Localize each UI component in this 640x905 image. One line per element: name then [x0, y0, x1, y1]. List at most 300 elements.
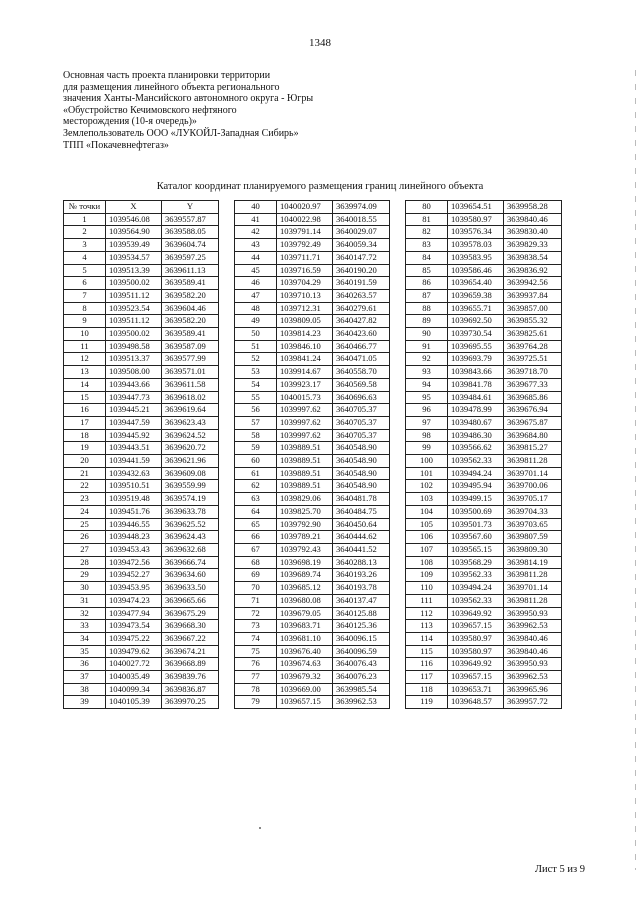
table-row — [235, 391, 390, 404]
x-coordinate-cell: 1040099.34 — [106, 683, 162, 696]
x-coordinate-cell: 1039889.51 — [277, 442, 333, 455]
x-coordinate-cell: 1039510.51 — [106, 480, 162, 493]
x-coordinate-cell: 1039679.32 — [277, 671, 333, 684]
y-coordinate-cell: 3639840.46 — [504, 645, 562, 658]
x-coordinate-cell: 1039680.08 — [277, 594, 333, 607]
y-coordinate-cell: 3640029.07 — [333, 226, 390, 239]
x-coordinate-cell: 1039562.33 — [448, 569, 504, 582]
x-header: X — [106, 201, 162, 214]
point-number-cell: 10 — [64, 328, 106, 341]
y-coordinate-cell: 3639811.28 — [504, 594, 562, 607]
table-row — [406, 213, 562, 226]
point-number-cell: 37 — [64, 671, 106, 684]
y-coordinate-cell: 3640705.37 — [333, 404, 390, 417]
point-number-cell: 21 — [64, 467, 106, 480]
y-coordinate-cell: 3640466.77 — [333, 340, 390, 353]
y-coordinate-cell: 3639597.25 — [162, 251, 219, 264]
table-row — [64, 315, 219, 328]
x-coordinate-cell: 1039649.92 — [448, 658, 504, 671]
x-coordinate-cell: 1039657.15 — [277, 696, 333, 709]
header-line: значения Ханты-Мансийского автономного округа - Югры — [63, 93, 314, 105]
point-number-cell: 39 — [64, 696, 106, 709]
point-number-cell: 8 — [64, 302, 106, 315]
x-coordinate-cell: 1039564.90 — [106, 226, 162, 239]
point-number-cell: 4 — [64, 251, 106, 264]
y-coordinate-cell: 3639825.61 — [504, 328, 562, 341]
point-number-cell: 23 — [64, 493, 106, 506]
table-row — [406, 594, 562, 607]
point-number-cell: 91 — [406, 340, 448, 353]
x-coordinate-cell: 1039453.43 — [106, 543, 162, 556]
x-coordinate-cell: 1039711.71 — [277, 251, 333, 264]
table-row — [235, 569, 390, 582]
x-coordinate-cell: 1039472.56 — [106, 556, 162, 569]
y-coordinate-cell: 3639957.72 — [504, 696, 562, 709]
point-number-cell: 74 — [235, 632, 277, 645]
point-number-cell: 110 — [406, 582, 448, 595]
table-row — [406, 543, 562, 556]
y-coordinate-cell: 3639962.53 — [333, 696, 390, 709]
x-coordinate-cell: 1039653.71 — [448, 683, 504, 696]
table-row — [406, 455, 562, 468]
y-coordinate-cell: 3640548.90 — [333, 442, 390, 455]
y-coordinate-cell: 3639840.46 — [504, 632, 562, 645]
point-number-cell: 63 — [235, 493, 277, 506]
y-coordinate-cell: 3639974.09 — [333, 201, 390, 214]
y-coordinate-cell: 3640548.90 — [333, 467, 390, 480]
y-coordinate-cell: 3640705.37 — [333, 416, 390, 429]
point-number-cell: 5 — [64, 264, 106, 277]
table-row — [64, 378, 219, 391]
x-coordinate-cell: 1039841.78 — [448, 378, 504, 391]
x-coordinate-cell: 1039478.99 — [448, 404, 504, 417]
y-coordinate-cell: 3639840.46 — [504, 213, 562, 226]
point-number-cell: 104 — [406, 505, 448, 518]
table-row — [64, 531, 219, 544]
point-number-cell: 42 — [235, 226, 277, 239]
y-header: Y — [162, 201, 219, 214]
table-row — [406, 366, 562, 379]
table-row — [235, 213, 390, 226]
point-number-cell: 64 — [235, 505, 277, 518]
x-coordinate-cell: 1040035.49 — [106, 671, 162, 684]
x-coordinate-cell: 1039443.51 — [106, 442, 162, 455]
point-number-cell: 1 — [64, 213, 106, 226]
point-number-cell: 35 — [64, 645, 106, 658]
table-row — [235, 683, 390, 696]
point-number-cell: 20 — [64, 455, 106, 468]
point-number-cell: 60 — [235, 455, 277, 468]
x-coordinate-cell: 1039657.15 — [448, 671, 504, 684]
table-row — [406, 251, 562, 264]
table-row — [406, 658, 562, 671]
y-coordinate-cell: 3639589.41 — [162, 277, 219, 290]
point-number-cell: 70 — [235, 582, 277, 595]
x-coordinate-cell: 1039654.51 — [448, 201, 504, 214]
table-row — [406, 671, 562, 684]
point-number-cell: 107 — [406, 543, 448, 556]
point-number-cell: 24 — [64, 505, 106, 518]
y-coordinate-cell: 3640059.34 — [333, 239, 390, 252]
point-number-cell: 15 — [64, 391, 106, 404]
table-row — [406, 493, 562, 506]
y-coordinate-cell: 3640444.62 — [333, 531, 390, 544]
x-coordinate-cell: 1039445.92 — [106, 429, 162, 442]
header-line: для размещения линейного объекта регионального — [63, 81, 280, 93]
y-coordinate-cell: 3639676.94 — [504, 404, 562, 417]
point-number-cell: 46 — [235, 277, 277, 290]
y-coordinate-cell: 3639970.25 — [162, 696, 219, 709]
y-coordinate-cell: 3639807.59 — [504, 531, 562, 544]
point-number-cell: 69 — [235, 569, 277, 582]
y-coordinate-cell: 3639684.80 — [504, 429, 562, 442]
y-coordinate-cell: 3640569.58 — [333, 378, 390, 391]
point-number-cell: 88 — [406, 302, 448, 315]
table-row — [64, 620, 219, 633]
point-number-cell: 53 — [235, 366, 277, 379]
y-coordinate-cell: 3640288.13 — [333, 556, 390, 569]
table-row — [235, 518, 390, 531]
point-number-cell: 118 — [406, 683, 448, 696]
point-number-cell: 59 — [235, 442, 277, 455]
x-coordinate-cell: 1039451.76 — [106, 505, 162, 518]
point-number-cell: 54 — [235, 378, 277, 391]
y-coordinate-cell: 3639958.28 — [504, 201, 562, 214]
x-coordinate-cell: 1039519.48 — [106, 493, 162, 506]
table-row — [64, 404, 219, 417]
point-number-cell: 61 — [235, 467, 277, 480]
table-row — [235, 645, 390, 658]
table-row — [64, 582, 219, 595]
point-number-cell: 45 — [235, 264, 277, 277]
y-coordinate-cell: 3639836.92 — [504, 264, 562, 277]
table-row — [406, 696, 562, 709]
y-coordinate-cell: 3639574.19 — [162, 493, 219, 506]
y-coordinate-cell: 3639611.58 — [162, 378, 219, 391]
scan-edge-mark — [635, 70, 636, 870]
y-coordinate-cell: 3639589.41 — [162, 328, 219, 341]
table-row — [64, 239, 219, 252]
x-coordinate-cell: 1039475.22 — [106, 632, 162, 645]
table-row — [235, 467, 390, 480]
x-coordinate-cell: 1039698.19 — [277, 556, 333, 569]
y-coordinate-cell: 3640191.59 — [333, 277, 390, 290]
table-row — [64, 429, 219, 442]
x-coordinate-cell: 1040015.73 — [277, 391, 333, 404]
point-number-cell: 11 — [64, 340, 106, 353]
y-coordinate-cell: 3639557.87 — [162, 213, 219, 226]
x-coordinate-cell: 1040105.39 — [106, 696, 162, 709]
table-row — [235, 277, 390, 290]
y-coordinate-cell: 3640096.59 — [333, 645, 390, 658]
x-coordinate-cell: 1040022.98 — [277, 213, 333, 226]
header-line: «Обустройство Кечимовского нефтяного — [63, 104, 237, 116]
y-coordinate-cell: 3640018.55 — [333, 213, 390, 226]
table-row — [235, 226, 390, 239]
point-number-cell: 40 — [235, 201, 277, 214]
point-number-cell: 103 — [406, 493, 448, 506]
x-coordinate-cell: 1039674.63 — [277, 658, 333, 671]
catalog-title: Каталог координат планируемого размещения границ линейного объекта — [156, 181, 484, 192]
y-coordinate-cell: 3640193.26 — [333, 569, 390, 582]
y-coordinate-cell: 3639962.53 — [504, 620, 562, 633]
x-coordinate-cell: 1039997.62 — [277, 429, 333, 442]
y-coordinate-cell: 3640076.43 — [333, 658, 390, 671]
table-row — [235, 505, 390, 518]
x-coordinate-cell: 1039480.67 — [448, 416, 504, 429]
x-coordinate-cell: 1039789.21 — [277, 531, 333, 544]
y-coordinate-cell: 3639705.17 — [504, 493, 562, 506]
x-coordinate-cell: 1039511.12 — [106, 289, 162, 302]
x-coordinate-cell: 1039566.62 — [448, 442, 504, 455]
y-coordinate-cell: 3640279.61 — [333, 302, 390, 315]
y-coordinate-cell: 3640705.37 — [333, 429, 390, 442]
y-coordinate-cell: 3639701.14 — [504, 467, 562, 480]
x-coordinate-cell: 1039453.95 — [106, 582, 162, 595]
table-row — [235, 302, 390, 315]
point-number-cell: 95 — [406, 391, 448, 404]
coordinates-table-2 — [234, 200, 390, 709]
table-row — [235, 671, 390, 684]
table-row — [235, 582, 390, 595]
point-number-cell: 72 — [235, 607, 277, 620]
x-coordinate-cell: 1040027.72 — [106, 658, 162, 671]
table-row — [64, 480, 219, 493]
document-header — [63, 70, 313, 151]
y-coordinate-cell: 3640558.70 — [333, 366, 390, 379]
x-coordinate-cell: 1039914.67 — [277, 366, 333, 379]
table-row — [64, 518, 219, 531]
point-number-cell: 109 — [406, 569, 448, 582]
table-row — [406, 582, 562, 595]
table-row — [406, 391, 562, 404]
point-number-cell: 86 — [406, 277, 448, 290]
y-coordinate-cell: 3639609.08 — [162, 467, 219, 480]
x-coordinate-cell: 1039546.08 — [106, 213, 162, 226]
point-number-cell: 78 — [235, 683, 277, 696]
point-number-cell: 26 — [64, 531, 106, 544]
point-number-cell: 18 — [64, 429, 106, 442]
table-row — [406, 480, 562, 493]
y-coordinate-cell: 3639704.33 — [504, 505, 562, 518]
point-number-cell: 13 — [64, 366, 106, 379]
y-coordinate-cell: 3640450.64 — [333, 518, 390, 531]
y-coordinate-cell: 3639588.05 — [162, 226, 219, 239]
table-row — [406, 442, 562, 455]
y-coordinate-cell: 3639838.54 — [504, 251, 562, 264]
point-number-cell: 48 — [235, 302, 277, 315]
point-number-cell: 65 — [235, 518, 277, 531]
x-coordinate-cell: 1039441.59 — [106, 455, 162, 468]
table-row — [64, 416, 219, 429]
x-coordinate-cell: 1039659.38 — [448, 289, 504, 302]
table-row — [235, 620, 390, 633]
y-coordinate-cell: 3639667.22 — [162, 632, 219, 645]
x-coordinate-cell: 1039562.33 — [448, 594, 504, 607]
y-coordinate-cell: 3639718.70 — [504, 366, 562, 379]
table-row — [406, 632, 562, 645]
table-row — [235, 531, 390, 544]
x-coordinate-cell: 1039681.10 — [277, 632, 333, 645]
y-coordinate-cell: 3639621.96 — [162, 455, 219, 468]
y-coordinate-cell: 3639685.86 — [504, 391, 562, 404]
sheet-footer: Лист 5 из 9 — [534, 864, 585, 875]
y-coordinate-cell: 3639942.56 — [504, 277, 562, 290]
x-coordinate-cell: 1039710.13 — [277, 289, 333, 302]
y-coordinate-cell: 3639962.53 — [504, 671, 562, 684]
table-row — [64, 213, 219, 226]
point-number-cell: 16 — [64, 404, 106, 417]
x-coordinate-cell: 1039825.70 — [277, 505, 333, 518]
table-row — [406, 531, 562, 544]
x-coordinate-cell: 1039494.24 — [448, 582, 504, 595]
table-header-row — [64, 201, 219, 214]
x-coordinate-cell: 1039809.05 — [277, 315, 333, 328]
x-coordinate-cell: 1039679.05 — [277, 607, 333, 620]
table-row — [64, 556, 219, 569]
table-row — [235, 556, 390, 569]
x-coordinate-cell: 1039495.94 — [448, 480, 504, 493]
x-coordinate-cell: 1039578.03 — [448, 239, 504, 252]
x-coordinate-cell: 1039669.00 — [277, 683, 333, 696]
x-coordinate-cell: 1039704.29 — [277, 277, 333, 290]
point-number-header: № точки — [64, 201, 106, 214]
table-row — [64, 543, 219, 556]
x-coordinate-cell: 1039792.90 — [277, 518, 333, 531]
x-coordinate-cell: 1039814.23 — [277, 328, 333, 341]
table-row — [406, 429, 562, 442]
x-coordinate-cell: 1039583.95 — [448, 251, 504, 264]
point-number-cell: 97 — [406, 416, 448, 429]
coordinates-table-1 — [63, 200, 219, 709]
y-coordinate-cell: 3640481.78 — [333, 493, 390, 506]
x-coordinate-cell: 1039500.02 — [106, 328, 162, 341]
table-row — [64, 632, 219, 645]
table-row — [406, 201, 562, 214]
x-coordinate-cell: 1039486.30 — [448, 429, 504, 442]
point-number-cell: 80 — [406, 201, 448, 214]
table-row — [406, 416, 562, 429]
x-coordinate-cell: 1039655.71 — [448, 302, 504, 315]
point-number-cell: 14 — [64, 378, 106, 391]
point-number-cell: 68 — [235, 556, 277, 569]
x-coordinate-cell: 1039791.14 — [277, 226, 333, 239]
table-row — [64, 505, 219, 518]
x-coordinate-cell: 1039693.79 — [448, 353, 504, 366]
point-number-cell: 25 — [64, 518, 106, 531]
x-coordinate-cell: 1039889.51 — [277, 455, 333, 468]
x-coordinate-cell: 1039923.17 — [277, 378, 333, 391]
point-number-cell: 100 — [406, 455, 448, 468]
x-coordinate-cell: 1039676.40 — [277, 645, 333, 658]
table-row — [64, 251, 219, 264]
x-coordinate-cell: 1039580.97 — [448, 645, 504, 658]
table-row — [406, 226, 562, 239]
y-coordinate-cell: 3639937.84 — [504, 289, 562, 302]
point-number-cell: 41 — [235, 213, 277, 226]
table-row — [406, 569, 562, 582]
point-number-cell: 117 — [406, 671, 448, 684]
x-coordinate-cell: 1039792.49 — [277, 239, 333, 252]
point-number-cell: 115 — [406, 645, 448, 658]
x-coordinate-cell: 1039565.15 — [448, 543, 504, 556]
table-row — [64, 671, 219, 684]
x-coordinate-cell: 1039997.62 — [277, 404, 333, 417]
x-coordinate-cell: 1039695.55 — [448, 340, 504, 353]
point-number-cell: 43 — [235, 239, 277, 252]
table-row — [235, 607, 390, 620]
y-coordinate-cell: 3639633.78 — [162, 505, 219, 518]
table-row — [64, 683, 219, 696]
table-row — [64, 607, 219, 620]
y-coordinate-cell: 3640190.20 — [333, 264, 390, 277]
point-number-cell: 105 — [406, 518, 448, 531]
table-row — [64, 493, 219, 506]
y-coordinate-cell: 3640076.23 — [333, 671, 390, 684]
x-coordinate-cell: 1039889.51 — [277, 480, 333, 493]
y-coordinate-cell: 3639633.50 — [162, 582, 219, 595]
point-number-cell: 119 — [406, 696, 448, 709]
y-coordinate-cell: 3639668.89 — [162, 658, 219, 671]
y-coordinate-cell: 3640125.88 — [333, 607, 390, 620]
point-number-cell: 92 — [406, 353, 448, 366]
table-row — [406, 239, 562, 252]
x-coordinate-cell: 1039501.73 — [448, 518, 504, 531]
y-coordinate-cell: 3639703.65 — [504, 518, 562, 531]
x-coordinate-cell: 1039498.58 — [106, 340, 162, 353]
x-coordinate-cell: 1039500.69 — [448, 505, 504, 518]
point-number-cell: 73 — [235, 620, 277, 633]
y-coordinate-cell: 3639571.01 — [162, 366, 219, 379]
y-coordinate-cell: 3640441.52 — [333, 543, 390, 556]
y-coordinate-cell: 3639674.21 — [162, 645, 219, 658]
point-number-cell: 82 — [406, 226, 448, 239]
point-number-cell: 17 — [64, 416, 106, 429]
point-number-cell: 47 — [235, 289, 277, 302]
point-number-cell: 55 — [235, 391, 277, 404]
table-row — [235, 696, 390, 709]
x-coordinate-cell: 1039846.10 — [277, 340, 333, 353]
page-number: 1348 — [309, 37, 331, 49]
point-number-cell: 50 — [235, 328, 277, 341]
x-coordinate-cell: 1039477.94 — [106, 607, 162, 620]
y-coordinate-cell: 3639675.87 — [504, 416, 562, 429]
point-number-cell: 79 — [235, 696, 277, 709]
y-coordinate-cell: 3640548.90 — [333, 455, 390, 468]
point-number-cell: 85 — [406, 264, 448, 277]
point-number-cell: 36 — [64, 658, 106, 671]
point-number-cell: 44 — [235, 251, 277, 264]
y-coordinate-cell: 3639811.28 — [504, 569, 562, 582]
table-row — [235, 353, 390, 366]
point-number-cell: 93 — [406, 366, 448, 379]
table-row — [64, 645, 219, 658]
y-coordinate-cell: 3639950.93 — [504, 658, 562, 671]
point-number-cell: 83 — [406, 239, 448, 252]
y-coordinate-cell: 3639604.74 — [162, 239, 219, 252]
point-number-cell: 89 — [406, 315, 448, 328]
x-coordinate-cell: 1039448.23 — [106, 531, 162, 544]
y-coordinate-cell: 3640263.57 — [333, 289, 390, 302]
point-number-cell: 7 — [64, 289, 106, 302]
x-coordinate-cell: 1039534.57 — [106, 251, 162, 264]
table-row — [235, 429, 390, 442]
point-number-cell: 106 — [406, 531, 448, 544]
x-coordinate-cell: 1039499.15 — [448, 493, 504, 506]
x-coordinate-cell: 1039445.21 — [106, 404, 162, 417]
y-coordinate-cell: 3640696.63 — [333, 391, 390, 404]
table-row — [235, 315, 390, 328]
